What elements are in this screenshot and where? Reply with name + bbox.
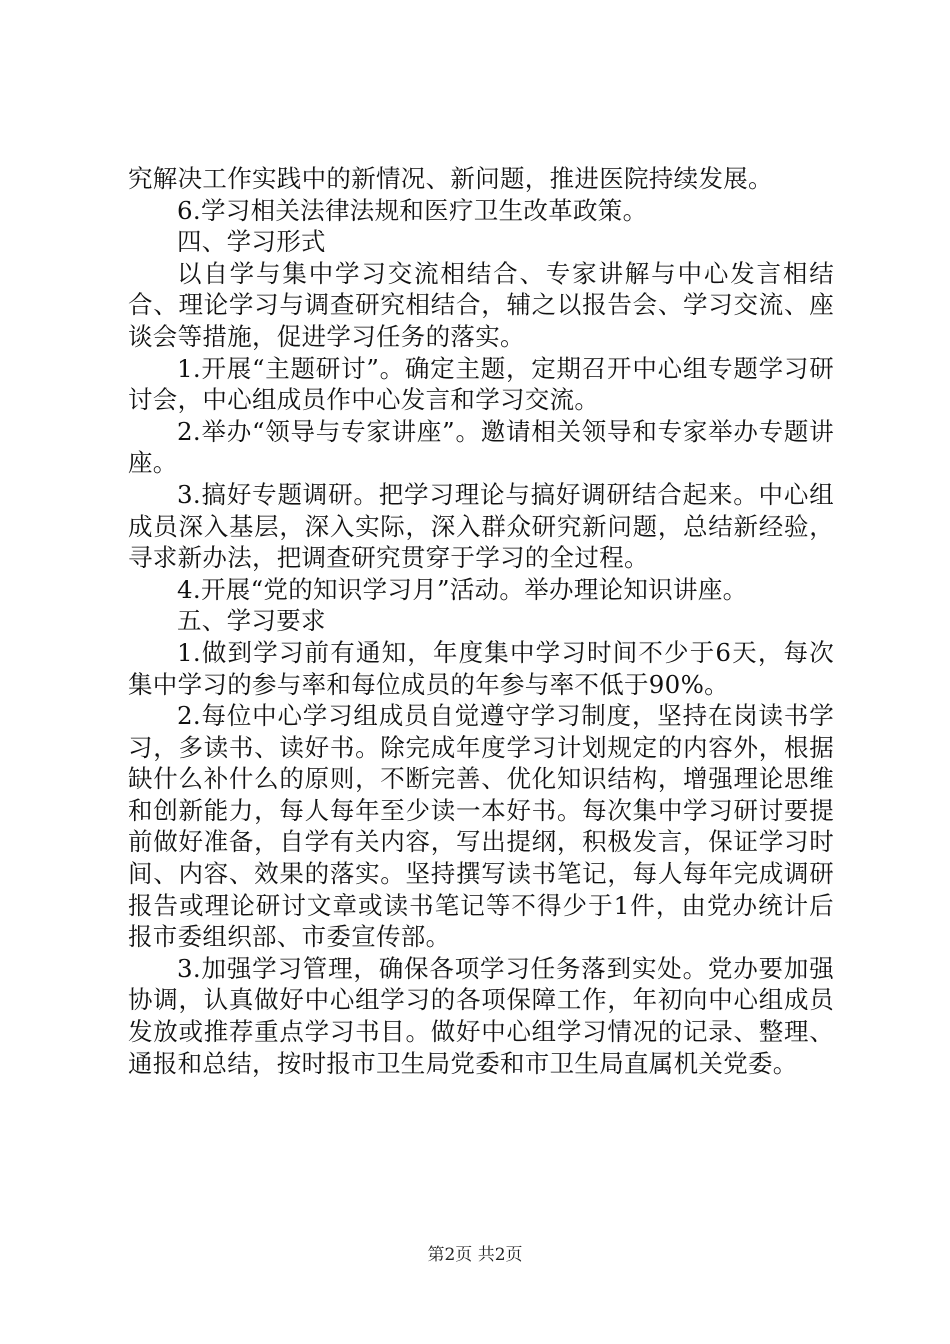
paragraph-format-item-1: 1.开展“主题研讨”。确定主题，定期召开中心组专题学习研讨会，中心组成员作中心发言和学习交流。: [128, 353, 834, 415]
section-heading-learning-requirements: 五、学习要求: [177, 606, 326, 636]
paragraph-requirement-item-3: 3.加强学习管理，确保各项学习任务落到实处。党办要加强协调，认真做好中心组学习的各项保障工作，年初向中心组成员发放或推荐重点学习书目。做好中心组学习情况的记录、整理、通报和总结，按时报市卫生局党委和市卫生局直属机关党委。: [128, 953, 834, 1078]
page-number-footer: 第2页 共2页: [427, 1245, 523, 1265]
paragraph-learning-format-intro: 以自学与集中学习交流相结合、专家讲解与中心发言相结合、理论学习与调查研究相结合，辅之以报告会、学习交流、座谈会等措施，促进学习任务的落实。: [128, 258, 834, 351]
paragraph-requirement-item-1: 1.做到学习前有通知，年度集中学习时间不少于6天，每次集中学习的参与率和每位成员的年参与率不低于90%。: [128, 637, 834, 699]
section-heading-learning-format: 四、学习形式: [177, 227, 326, 257]
document-body: [128, 163, 834, 1079]
paragraph-continuation: 究解决工作实践中的新情况、新问题，推进医院持续发展。: [128, 164, 773, 193]
paragraph-format-item-3: 3.搞好专题调研。把学习理论与搞好调研结合起来。中心组成员深入基层，深入实际，深入群众研究新问题，总结新经验，寻求新办法，把调查研究贯穿于学习的全过程。: [128, 479, 834, 573]
paragraph-item-6: 6.学习相关法律法规和医疗卫生改革政策。: [177, 195, 648, 225]
paragraph-requirement-item-2: 2.每位中心学习组成员自觉遵守学习制度，坚持在岗读书学习，多读书、读好书。除完成年度学习计划规定的内容外，根据缺什么补什么的原则，不断完善、优化知识结构，增强理论思维和创新能力，每人每年至少读一本好书。每次集中学习研讨要提前做好准备，自学有关内容，写出提纲，积极发言，保证学习时间、内容、效果的落实。坚持撰写读书笔记，每人每年完成调研报告或理论研讨文章或读书笔记等不得少于1件，由党办统计后报市委组织部、市委宣传部。: [128, 701, 834, 952]
paragraph-format-item-2: 2.举办“领导与专家讲座”。邀请相关领导和专家举办专题讲座。: [128, 416, 834, 478]
paragraph-format-item-4: 4.开展“党的知识学习月”活动。举办理论知识讲座。: [177, 574, 748, 604]
